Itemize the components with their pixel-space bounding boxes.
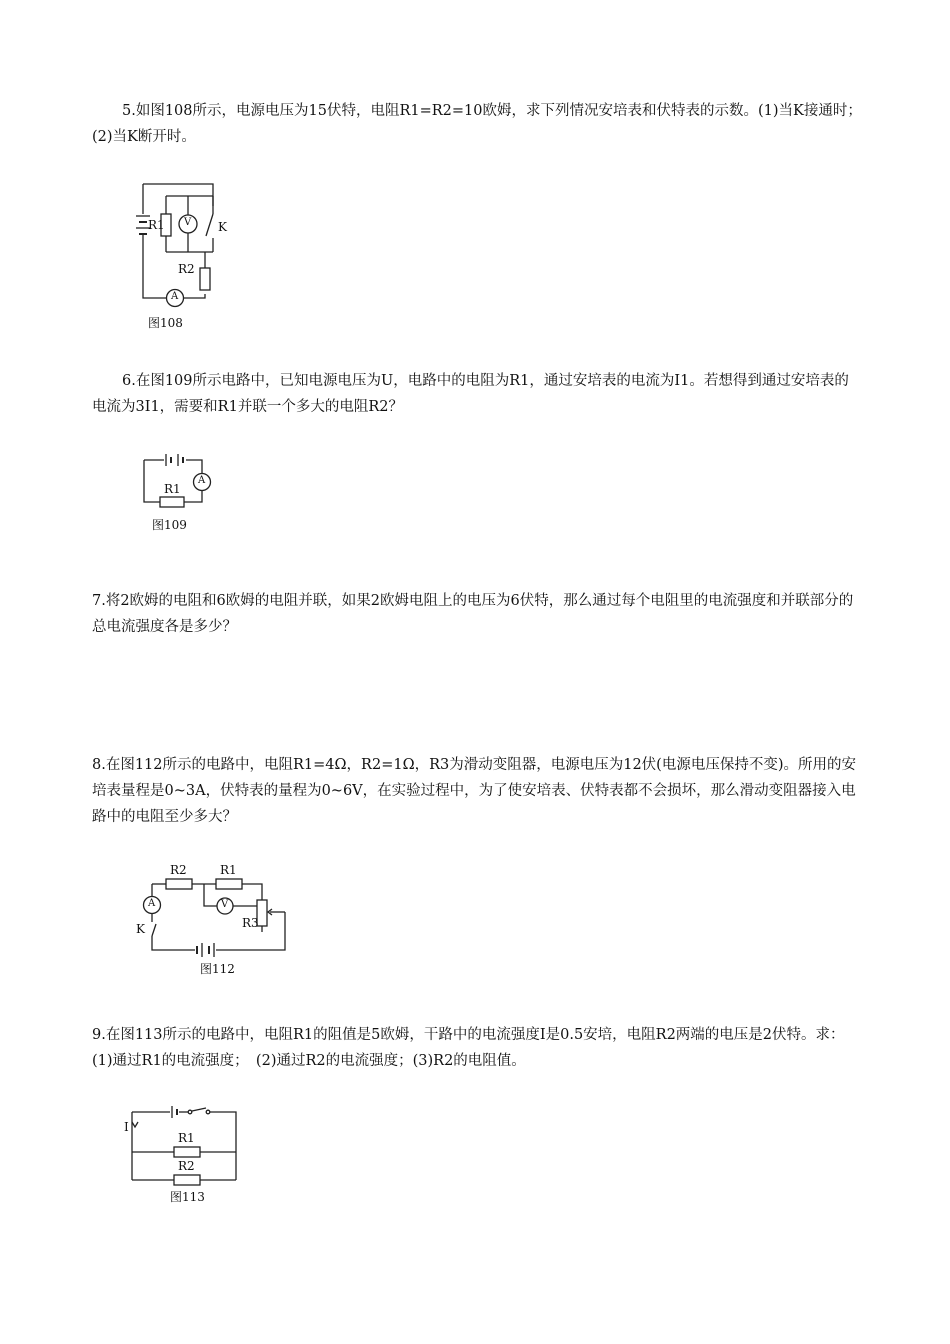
label-ammeter: A [198,475,206,486]
question-7-text: 7.将2欧姆的电阻和6欧姆的电阻并联，如果2欧姆电阻上的电压为6伏特，那么通过每个电阻里的电流强度和并联部分的总电流强度各是多少？ [92,593,854,635]
label-r1: R1 [178,1131,195,1145]
question-8 [92,752,862,830]
label-switch: K [136,922,145,936]
question-6 [92,368,862,420]
label-r1: R1 [148,218,165,232]
question-9 [92,1022,862,1074]
figure-108-caption: 图108 [148,316,183,330]
figure-112-caption: 图112 [200,962,235,976]
figure-109 [130,450,230,544]
figure-112 [130,858,300,982]
question-5 [92,98,862,150]
label-r2: R2 [178,262,195,276]
question-5-text: 5.如图108所示，电源电压为15伏特，电阻R1=R2=10欧姆，求下列情况安培表和伏特表的示数。(1)当K接通时；(2)当K断开时。 [92,103,862,145]
label-r1: R1 [164,482,181,496]
question-6-text: 6.在图109所示电路中，已知电源电压为U，电路中的电阻为R1，通过安培表的电流为I1。若想得到通过安培表的电流为3I1，需要和R1并联一个多大的电阻R2？ [92,373,849,415]
figure-108 [128,176,238,340]
label-voltmeter: V [221,899,229,910]
label-voltmeter: V [184,217,192,228]
label-ammeter: A [148,898,156,909]
label-r3: R3 [242,916,259,930]
figure-113 [122,1100,252,1214]
label-current: I [124,1120,129,1134]
label-r2: R2 [170,863,187,877]
question-8-text: 8.在图112所示的电路中，电阻R1=4Ω，R2=1Ω，R3为滑动变阻器，电源电压为12伏(电源电压保持不变)。所用的安培表量程是0~3A，伏特表的量程为0~6V，在实验过程中，为了使安培表、伏特表都不会损坏，那么滑动变阻器接入电路中的电阻至少多大？ [92,757,856,825]
label-r2: R2 [178,1159,195,1173]
figure-109-caption: 图109 [152,518,187,532]
question-9-text: 9.在图113所示的电路中，电阻R1的阻值是5欧姆，干路中的电流强度I是0.5安培，电阻R2两端的电压是2伏特。求：(1)通过R1的电流强度； (2)通过R2的电流强度；(3)R2的电阻值。 [92,1027,845,1069]
label-switch: K [218,220,227,234]
question-7 [92,588,862,640]
label-r1: R1 [220,863,237,877]
figure-113-caption: 图113 [170,1190,205,1204]
label-ammeter: A [171,291,179,302]
